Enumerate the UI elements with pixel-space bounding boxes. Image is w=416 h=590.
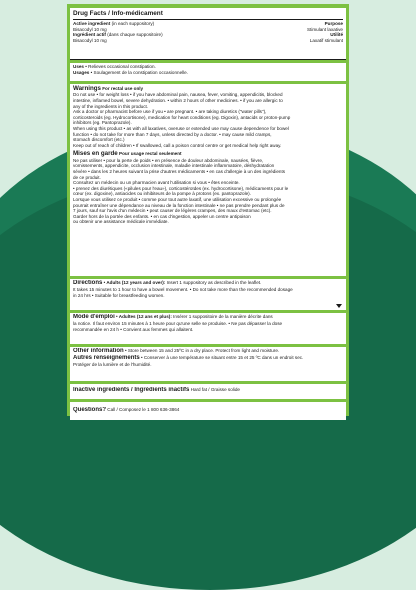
directions-section (70, 279, 346, 310)
questions-section (70, 402, 346, 420)
other-en-label: Other information (73, 348, 124, 354)
mises-line: 7 jours, sauf sur l'avis d'un médecin • peut causer de légères crampes, des maux d'estomac (etc). (73, 208, 272, 214)
warnings-line: function • do not take for more than 7 days, unless directed by a doctor. • may cause mild cramps, (73, 131, 272, 137)
directions-line: It takes 15 minutes to 1 hour to have a bowel movement. • Do not take more than the recommended dosage (73, 287, 293, 292)
uses-fr-label: Usages (73, 69, 90, 75)
warnings-line: Ask a doctor or pharmacist before use if you • are pregnant. • are taking diuretics ("water pills"), (73, 109, 267, 115)
inactive-value: Hard fat / Graisse solide (190, 387, 240, 392)
warnings-line: any of the ingredients in this product. (73, 103, 149, 109)
other-fr-line (73, 355, 343, 362)
other-fr-text2: Protéger de la lumière et de l'humidité. (73, 362, 152, 367)
mises-heading-line (73, 150, 343, 157)
mises-line: ou obtenir une assistance médicale immédiate. (73, 219, 169, 225)
other-en-line (73, 348, 343, 355)
warnings-line: intestine, inflamed bowel, severe dehydration. • within 2 hours of other medicines. • if you are allergic to (73, 98, 283, 103)
warnings-heading-line (73, 85, 343, 92)
drug-facts-panel (67, 4, 349, 416)
directions-line: in 24 hrs • Suitable for breastfeeding women. (73, 292, 165, 298)
divider (73, 19, 343, 20)
uses-fr-line (73, 70, 343, 76)
warnings-heading: Warnings (73, 85, 101, 92)
active-fr-sub: (dans chaque suppositoire) (107, 32, 163, 38)
questions-line (73, 407, 343, 414)
directions-heading-line (73, 280, 343, 287)
mode-line: Insérer 1 suppositoire de la manière décrite dans (173, 314, 273, 319)
mode-heading-line (73, 314, 343, 321)
purpose-fr-value: Laxatif stimulant (309, 37, 343, 43)
inactive-line (73, 387, 343, 394)
other-en-text: • Store between 15 and 25ºC in a dry place. Protect from light and moisture. (124, 348, 280, 353)
mises-line: Consultez un médecin ou un pharmacien avant l'utilisation si vous • êtes enceinte. (73, 180, 240, 186)
active-fr-value-row (73, 38, 343, 44)
warnings-line: inhibitors (eg. Pantoprazole). (73, 120, 132, 126)
mode-emploi-section (70, 313, 346, 344)
warnings-line: When using this product • as with all laxatives, overuse or extended use may cause dependence for bowel (73, 125, 289, 131)
drug-facts-title: Drug Facts / Info-médicament (73, 10, 163, 17)
active-en-sub: (in each suppository) (111, 21, 155, 26)
mises-line: Garder hors de la portée des enfants. • en cas d'ingestion, appeler un centre antipoison (73, 213, 251, 219)
mises-line: Ne pas utiliser • pour la perte de poids • en présence de douleur abdominale, nausées, fièvre, (73, 157, 264, 163)
mises-heading-sub: Pour usage rectal seulement (119, 151, 182, 157)
triangle-down-icon (336, 304, 342, 308)
active-ingredient-section (70, 8, 346, 60)
mises-line: cœur (ex. digoxine), antiacides ou inhibiteurs de la pompe à protons (ex. pantoprazole). (73, 191, 251, 197)
other-fr-text: • Conserver à une température se situant entre 15 et 25 ºC dans un endroit sec. (140, 355, 304, 360)
questions-value: Call / Composez le 1 800 636-3864 (107, 407, 180, 412)
warnings-heading-sub: For rectal use only (102, 86, 144, 91)
directions-heading: Directions (73, 280, 103, 286)
mises-line: sévère • dans les 2 heures suivant la prise d'autres médicaments • en cas d'allergie à un des ingrédients (73, 168, 286, 174)
mises-line: de ce produit. (73, 174, 101, 180)
active-en-value: Bisacodyl 10 mg (73, 26, 107, 32)
directions-heading-sub: • Adults (12 years and over): (103, 280, 166, 285)
uses-section (70, 63, 346, 81)
inactive-section (70, 384, 346, 399)
mises-line: • prenez des diurétiques («pilules pour l'eau»), corticostéroïdes (ex. hydrocortisone), médicaments pour le (73, 185, 289, 191)
warnings-line: Keep out of reach of children • If swallowed, call a poison control centre or get medical help right away. (73, 142, 282, 148)
warnings-line: Do not use • for weight loss • if you have abdominal pain, nausea, fever, vomiting, appendicitis, blocked (73, 92, 283, 98)
warnings-section (70, 84, 346, 276)
mode-heading-sub: • Adultes (12 ans et plus): (116, 314, 172, 319)
uses-fr-text: • Soulagement de la constipation occasionnelle. (90, 69, 188, 75)
other-fr-label: Autres renseignements (73, 355, 140, 361)
mises-line: pourrait entraîner une dépendance au niveau de la fonction intestinale • ne pas prendre pendant plus de (73, 202, 285, 208)
purpose-en-label: Purpose (324, 21, 343, 26)
active-en-label: Active ingredient (73, 21, 111, 26)
inactive-label: Inactive ingredients / Ingrédients inactifs (73, 387, 190, 393)
mode-line: recommandée en 24 h • Convient aux femmes qui allaitent. (73, 326, 194, 332)
purpose-en-value: Stimulant laxative (306, 26, 343, 32)
mode-heading: Mode d'emploi (73, 314, 115, 320)
mode-line: la notice. Il faut environ 15 minutes à 1 heure pour qu'une selle se produise. • Ne pas dépasser la dose (73, 321, 283, 326)
active-fr-label: Ingrédient actif (73, 32, 106, 38)
questions-label: Questions? (73, 407, 107, 413)
warnings-line: corticosteroids (eg. Hydrocortisone), medication for heart conditions (eg. Digoxin), antacids or proton-pump (73, 114, 291, 120)
uses-en-text: • Relieves occasional constipation. (85, 64, 156, 69)
mises-heading: Mises en garde (73, 150, 118, 158)
active-fr-value: Bisacodyl 10 mg (73, 37, 107, 43)
purpose-fr-label: Utilité (330, 32, 343, 38)
mises-line: Lorsque vous utilisez ce produit • comme pour tout autre laxatif, une utilisation excessive ou prolongée (73, 196, 282, 202)
directions-line: Insert 1 suppository as described in the leaflet. (166, 280, 262, 285)
warnings-line: stomach discomfort (etc.) (73, 137, 125, 143)
uses-en-label: Uses (73, 64, 84, 69)
other-info-section (70, 347, 346, 381)
mises-line: vomissements, appendicite, occlusion intestinale, maladie intestinale inflammatoire, déshydratation (73, 163, 275, 169)
